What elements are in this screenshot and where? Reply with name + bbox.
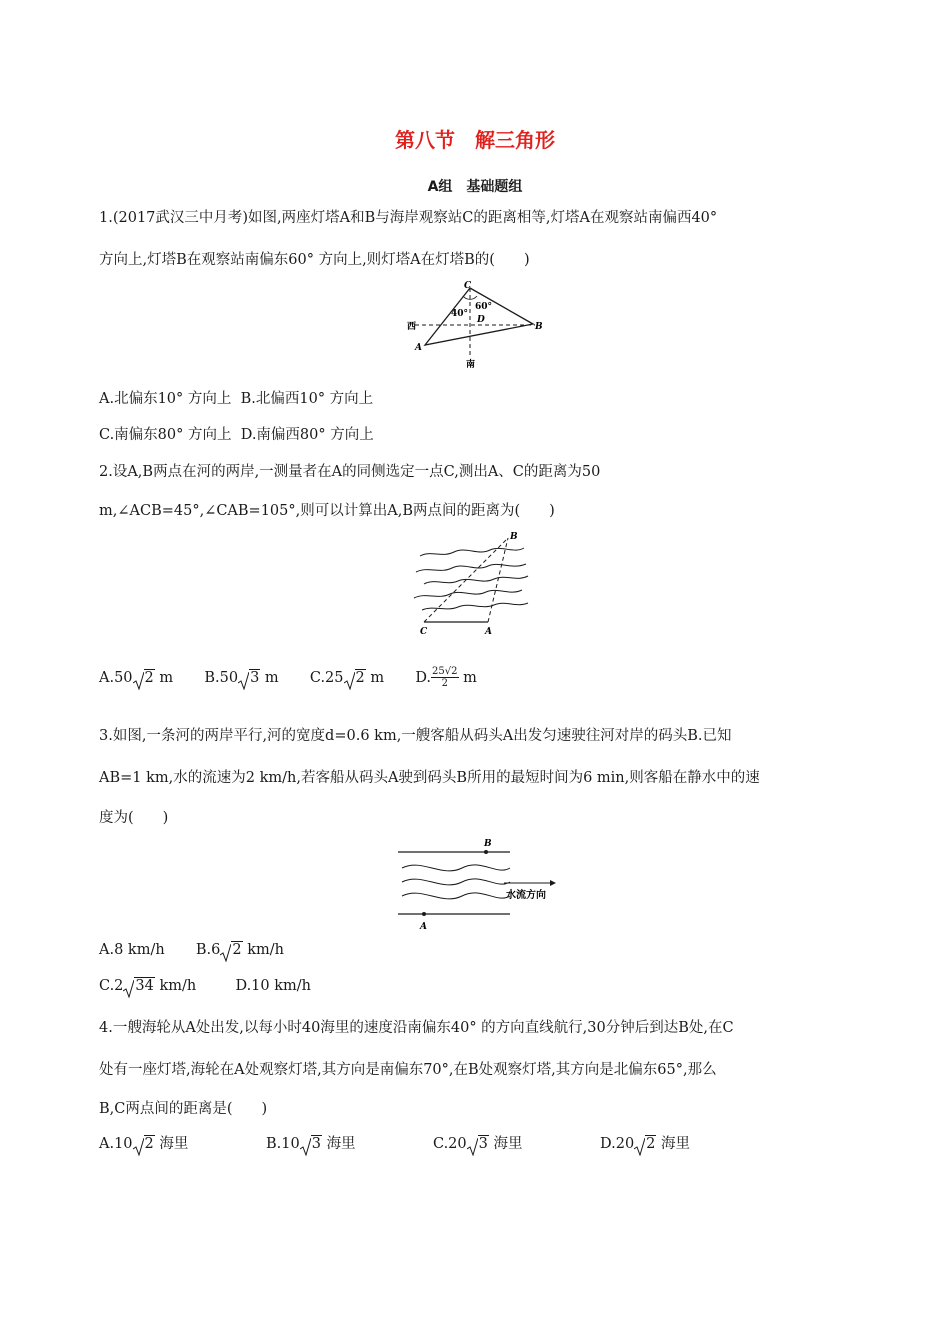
q3-line3: 度为( ) xyxy=(99,810,169,826)
q1-fig-label-b: B xyxy=(535,322,543,332)
q3-option-a: A.8 km/h xyxy=(99,942,165,958)
q1-option-c: C.南偏东80° 方向上 xyxy=(99,427,232,443)
q2-options xyxy=(99,666,477,689)
q4-line1: 4.一艘海轮从A处出发,以每小时40海里的速度沿南偏东40° 的方向直线航行,30分钟后到达B处,在C xyxy=(99,1020,734,1036)
q2-option-a: A.50 2 m xyxy=(99,670,173,686)
q1-fig-label-c: C xyxy=(464,281,472,291)
q1-fig-angle-40: 40° xyxy=(451,309,469,319)
q1-fig-angle-60: 60° xyxy=(475,302,493,312)
q2-option-c: C.25 2 m xyxy=(310,670,384,686)
q2-line2: m,∠ACB=45°,∠CAB=105°,则可以计算出A,B两点间的距离为( ) xyxy=(99,503,555,519)
q3-fig-label-a: A xyxy=(420,922,427,932)
q1-fig-label-d: D xyxy=(477,315,485,325)
q1-figure xyxy=(395,278,555,370)
q4-option-b: B.10 3 海里 xyxy=(266,1132,356,1153)
q1-fig-label-west: 西 xyxy=(407,322,417,332)
q2-line1: 2.设A,B两点在河的两岸,一测量者在A的同侧选定一点C,测出A、C的距离为50 xyxy=(99,464,601,480)
q1-option-d: D.南偏西80° 方向上 xyxy=(240,427,374,443)
q4-option-d: D.20 2 海里 xyxy=(600,1132,690,1153)
q1-fig-label-south: 南 xyxy=(466,360,476,370)
q2-option-b: B.50 3 m xyxy=(204,670,278,686)
q3-options-row1 xyxy=(99,942,284,958)
q2-figure xyxy=(410,528,536,638)
q2-fig-label-c: C xyxy=(420,627,428,637)
q4-line3: B,C两点间的距离是( ) xyxy=(99,1101,268,1117)
page-title: 第八节 解三角形 xyxy=(395,128,555,152)
q1-line2: 方向上,灯塔B在观察站南偏东60° 方向上,则灯塔A在灯塔B的( ) xyxy=(99,252,530,268)
q2-fig-label-a: A xyxy=(485,627,492,637)
q1-fig-label-a: A xyxy=(415,343,422,353)
q3-option-c: C.2 34 km/h xyxy=(99,978,196,994)
q3-fig-label-b: B xyxy=(484,839,492,849)
q1-options-row2 xyxy=(99,423,374,444)
q4-option-a: A.10 2 海里 xyxy=(99,1132,188,1153)
q3-options-row2 xyxy=(99,978,311,994)
q3-line1: 3.如图,一条河的两岸平行,河的宽度d=0.6 km,一艘客船从码头A出发匀速驶往河对岸的码头B.已知 xyxy=(99,728,732,744)
q2-option-d: D. $\frac{25√2}{2}$ m xyxy=(415,666,477,689)
q1-option-a: A.北偏东10° 方向上 xyxy=(99,391,232,407)
q3-option-d: D.10 km/h xyxy=(235,978,312,994)
q3-line2: AB=1 km,水的流速为2 km/h,若客船从码头A驶到码头B所用的最短时间为6 min,则客船在静水中的速 xyxy=(99,770,760,786)
q3-figure xyxy=(392,836,558,934)
q4-option-c: C.20 3 海里 xyxy=(433,1132,522,1153)
q3-fig-flow-label: 水流方向 xyxy=(506,890,546,901)
q4-line2: 处有一座灯塔,海轮在A处观察灯塔,其方向是南偏东70°,在B处观察灯塔,其方向是北偏东65°,那么 xyxy=(99,1062,717,1078)
q1-options-row1 xyxy=(99,387,373,408)
section-heading: A组 基础题组 xyxy=(427,179,523,195)
q3-option-b: B.6 2 km/h xyxy=(196,942,284,958)
q2-fig-label-b: B xyxy=(510,532,518,542)
q1-line1: 1.(2017武汉三中月考)如图,两座灯塔A和B与海岸观察站C的距离相等,灯塔A在观察站南偏西40° xyxy=(99,210,718,226)
q1-option-b: B.北偏西10° 方向上 xyxy=(240,391,374,407)
